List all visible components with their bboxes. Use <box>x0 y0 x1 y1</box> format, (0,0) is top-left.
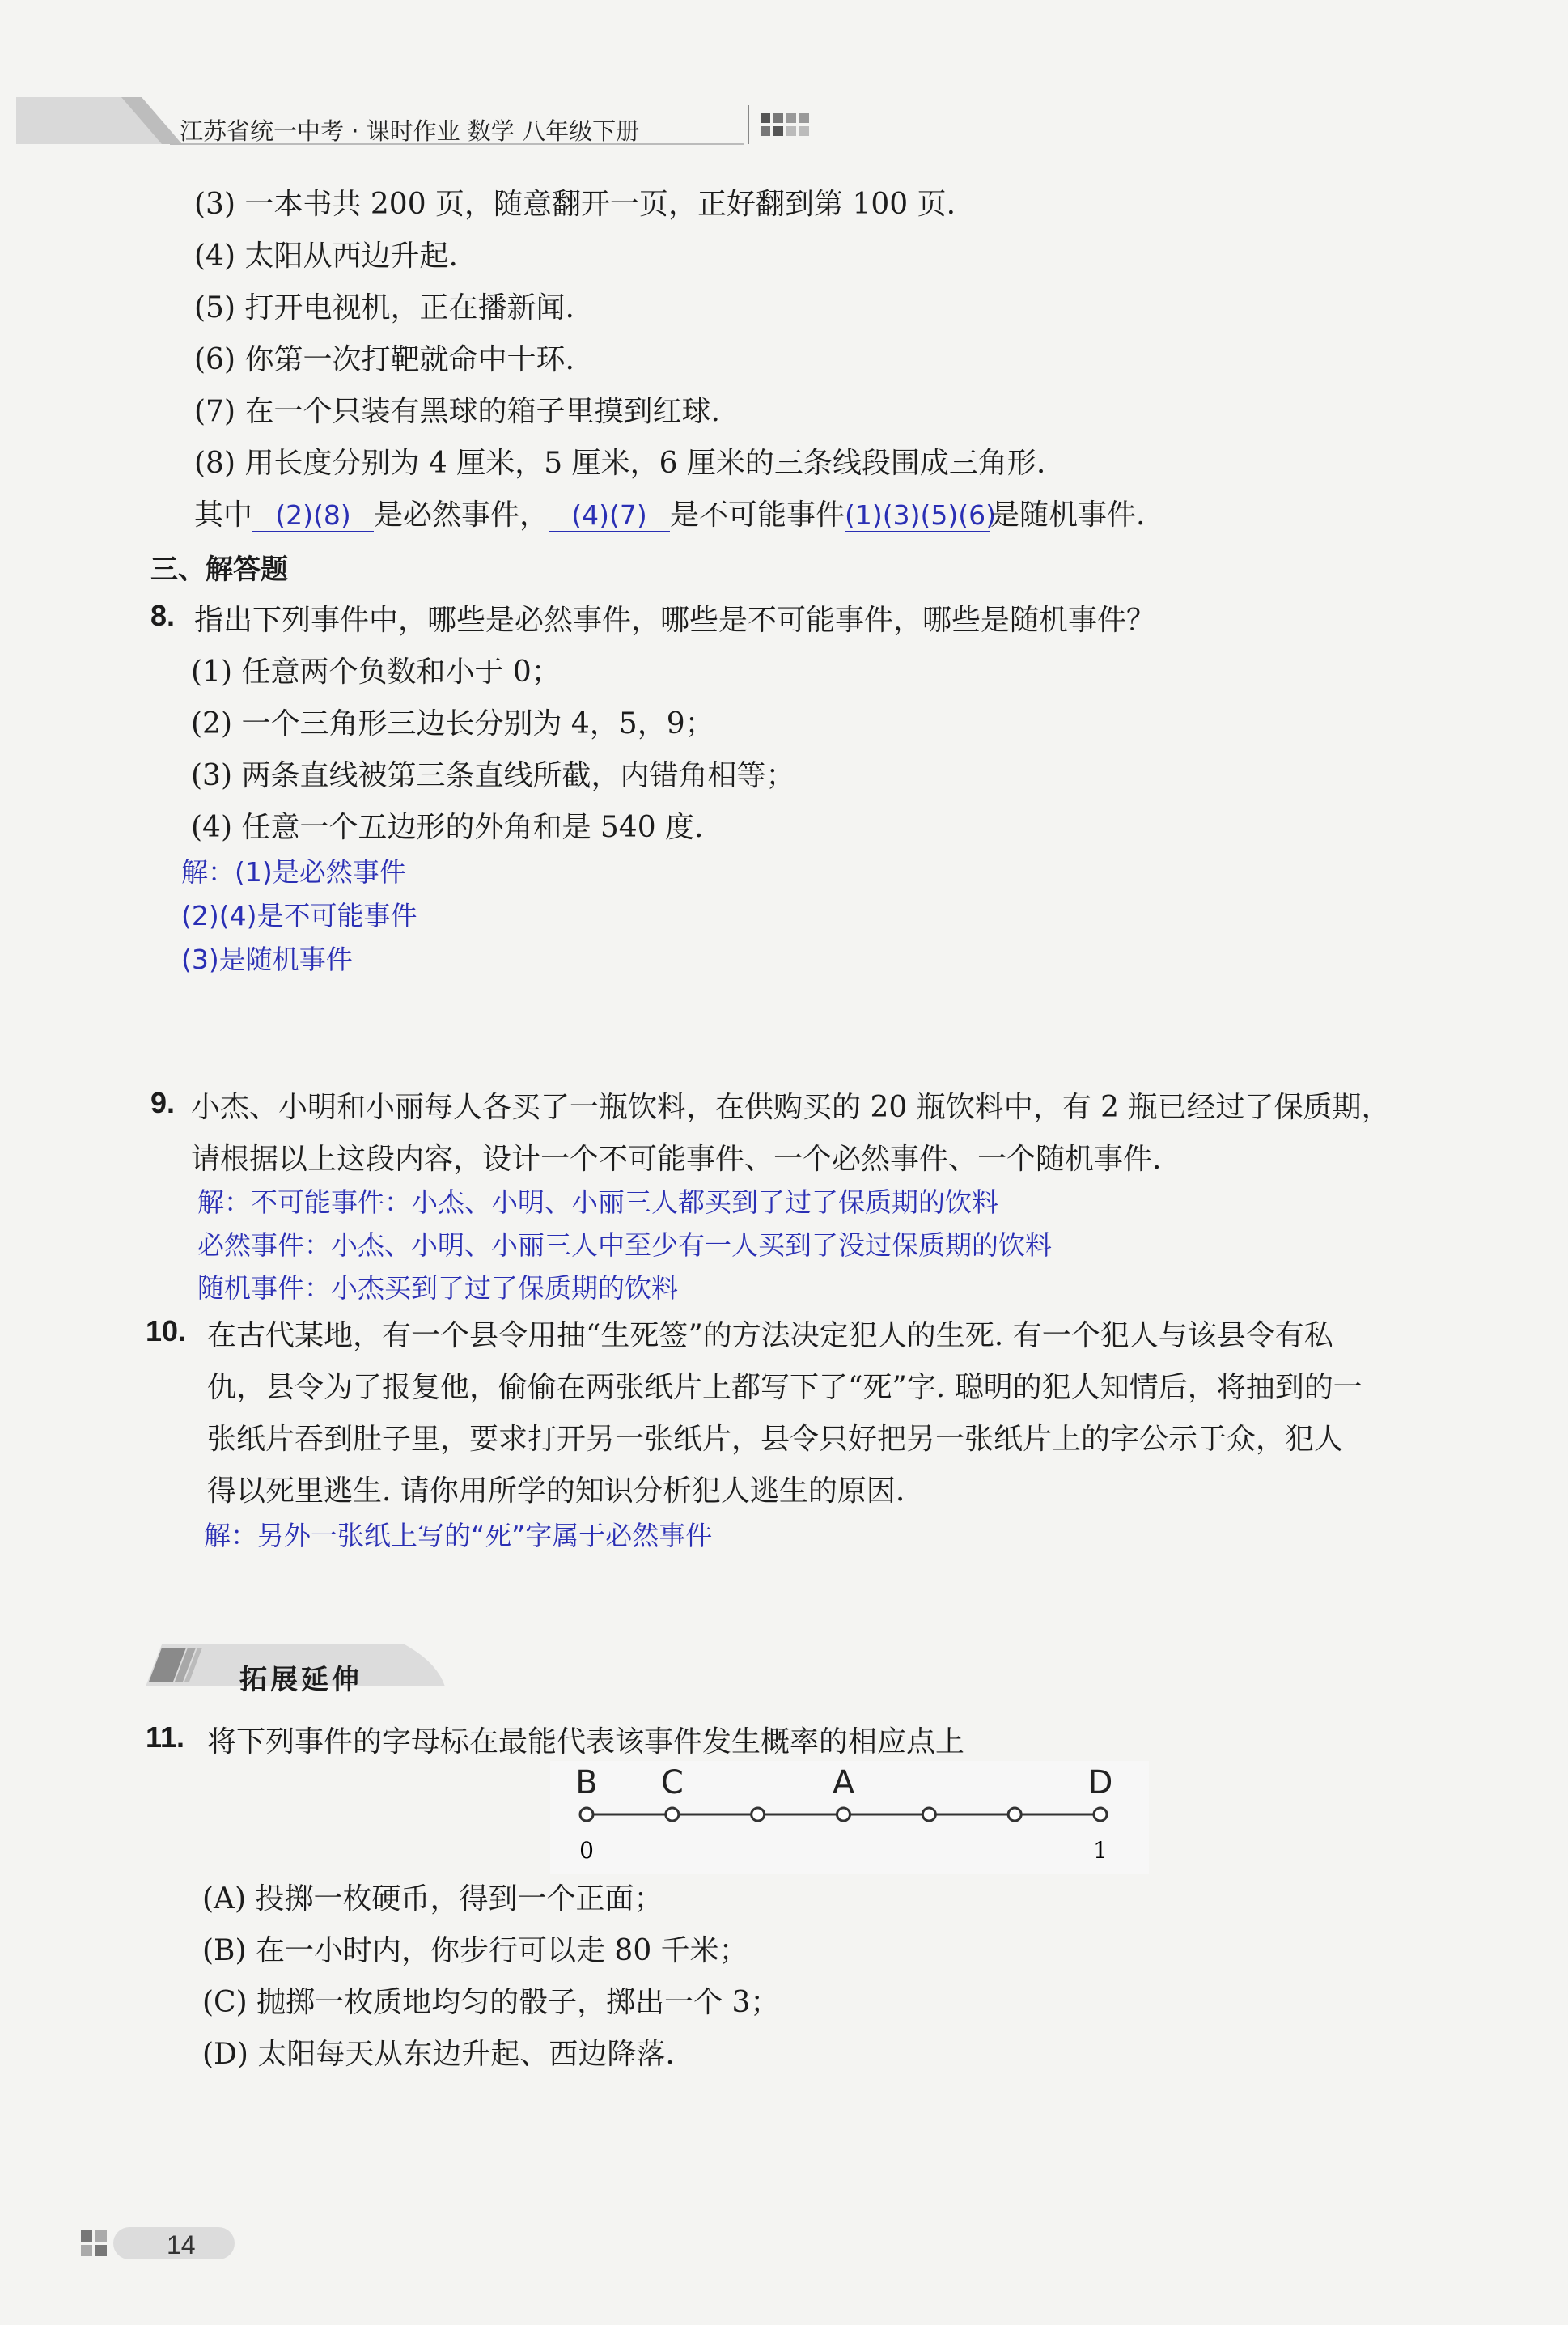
number-line-letter-a: A <box>832 1764 855 1801</box>
answer-line: 随机事件：小杰买到了过了保质期的饮料 <box>197 1272 678 1304</box>
fill-mid-2: 是不可能事件 <box>670 499 845 532</box>
page-number: 14 <box>167 2230 196 2259</box>
list-item: (6) 你第一次打靶就命中十环. <box>194 343 574 376</box>
question-number: 9. <box>150 1086 176 1119</box>
answer-line: (3)是随机事件 <box>181 944 353 975</box>
number-line-end-label: 1 <box>1093 1837 1108 1864</box>
number-line <box>550 1761 1149 1874</box>
number-line-point <box>1008 1808 1021 1821</box>
answer-blank-3: (1)(3)(5)(6) <box>845 499 997 531</box>
list-item: (7) 在一个只装有黑球的箱子里摸到红球. <box>194 395 720 428</box>
fill-suffix: 是随机事件. <box>990 499 1146 532</box>
list-item: (D) 太阳每天从东边升起、西边降落. <box>202 2038 675 2071</box>
question-text: 得以死里逃生. 请你用所学的知识分析犯人逃生的原因. <box>207 1474 905 1508</box>
question-text: 小杰、小明和小丽每人各买了一瓶饮料，在供购买的 20 瓶饮料中，有 2 瓶已经过了保质期， <box>191 1091 1391 1124</box>
number-line-point <box>922 1808 935 1821</box>
list-item: (B) 在一小时内，你步行可以走 80 千米； <box>202 1934 748 1967</box>
list-item: (4) 太阳从西边升起. <box>194 240 458 273</box>
answer-line: (2)(4)是不可能事件 <box>181 900 417 931</box>
question-text: 仇，县令为了报复他，偷偷在两张纸片上都写下了“死”字. 聪明的犯人知情后，将抽到的一 <box>207 1371 1362 1404</box>
fill-line <box>194 492 1146 533</box>
answer-blank-1: (2)(8) <box>252 499 374 532</box>
list-item: (5) 打开电视机，正在播新闻. <box>194 291 574 325</box>
question-text: 指出下列事件中，哪些是必然事件，哪些是不可能事件，哪些是随机事件？ <box>194 604 1156 637</box>
list-item: (2) 一个三角形三边长分别为 4，5，9； <box>191 707 714 740</box>
answer-line: 必然事件：小杰、小明、小丽三人中至少有一人买到了没过保质期的饮料 <box>197 1229 1052 1261</box>
number-line-start-label: 0 <box>579 1837 594 1864</box>
number-line-point <box>666 1808 679 1821</box>
answer-line: 解：另外一张纸上写的“死”字属于必然事件 <box>204 1520 713 1551</box>
number-line-point <box>837 1808 850 1821</box>
question-number: 11. <box>146 1720 185 1754</box>
question-number: 10. <box>146 1314 187 1347</box>
footer-decoration <box>81 2224 243 2272</box>
section-title: 三、解答题 <box>150 554 288 586</box>
fill-prefix: 其中 <box>194 499 253 532</box>
list-item: (3) 两条直线被第三条直线所截，内错角相等； <box>191 759 795 792</box>
list-item: (3) 一本书共 200 页，随意翻开一页，正好翻到第 100 页. <box>194 188 956 221</box>
number-line-letter-c: C <box>660 1764 684 1801</box>
number-line-point <box>752 1808 765 1821</box>
question-number: 8. <box>150 599 176 632</box>
list-item: (4) 任意一个五边形的外角和是 540 度. <box>191 811 704 844</box>
question-text: 将下列事件的字母标在最能代表该事件发生概率的相应点上 <box>207 1725 965 1759</box>
fill-mid-1: 是必然事件， <box>374 499 549 532</box>
header-title: 江苏省统一中考 · 课时作业 数学 八年级下册 <box>180 117 640 145</box>
question-text: 在古代某地，有一个县令用抽“生死签”的方法决定犯人的生死. 有一个犯人与该县令有私 <box>207 1319 1333 1352</box>
number-line-point <box>580 1808 593 1821</box>
answer-line: 解：不可能事件：小杰、小明、小丽三人都买到了过了保质期的饮料 <box>197 1186 998 1218</box>
question-text: 请根据以上这段内容，设计一个不可能事件、一个必然事件、一个随机事件. <box>191 1143 1162 1176</box>
answer-blank-2: (4)(7) <box>549 499 670 532</box>
list-item: (C) 抛掷一枚质地均匀的骰子，掷出一个 3； <box>202 1986 780 2019</box>
number-line-letter-b: B <box>575 1764 598 1801</box>
number-line-point <box>1094 1808 1107 1821</box>
banner-title: 拓展延伸 <box>239 1664 362 1696</box>
number-line-letter-d: D <box>1087 1764 1113 1801</box>
list-item: (8) 用长度分别为 4 厘米，5 厘米，6 厘米的三条线段围成三角形. <box>194 447 1046 480</box>
list-item: (1) 任意两个负数和小于 0； <box>191 655 561 689</box>
list-item: (A) 投掷一枚硬币，得到一个正面； <box>202 1882 663 1916</box>
answer-line: 解：(1)是必然事件 <box>181 856 406 888</box>
question-text: 张纸片吞到肚子里，要求打开另一张纸片，县令只好把另一张纸片上的字公示于众，犯人 <box>207 1423 1344 1456</box>
